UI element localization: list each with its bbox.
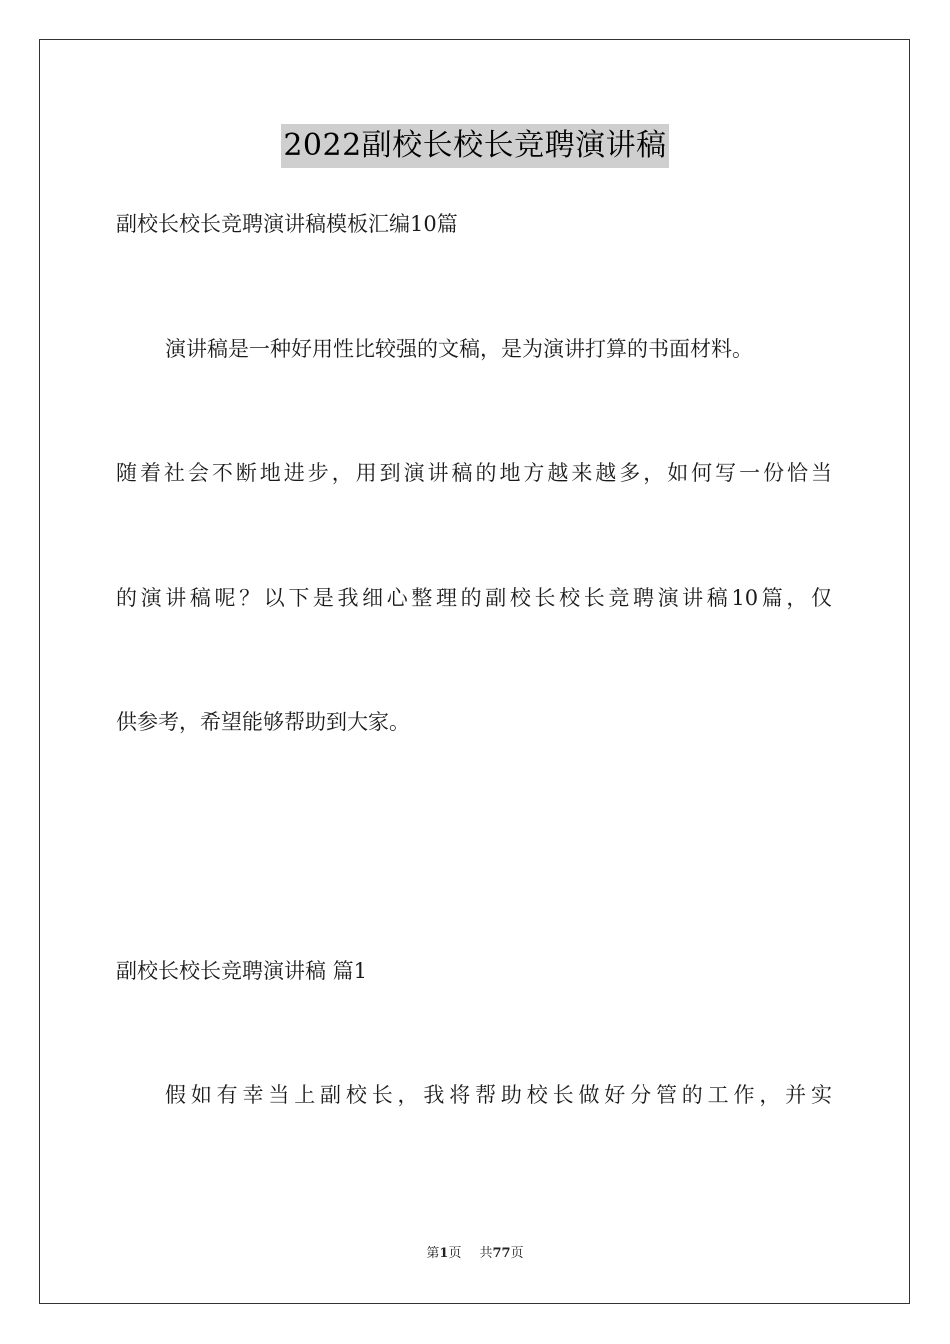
section-line-1: 假如有幸当上副校长，我将帮助校长做好分管的工作，并实 bbox=[165, 1083, 832, 1107]
document-title: 2022副校长校长竞聘演讲稿 bbox=[281, 124, 668, 168]
document-subtitle: 副校长校长竞聘演讲稿模板汇编10篇 bbox=[116, 212, 458, 236]
section-heading: 副校长校长竞聘演讲稿 篇1 bbox=[116, 959, 368, 983]
title-container bbox=[0, 124, 950, 168]
footer-page-prefix: 第 bbox=[426, 1246, 440, 1261]
intro-line-1: 演讲稿是一种好用性比较强的文稿，是为演讲打算的书面材料。 bbox=[165, 337, 753, 361]
intro-line-2: 随着社会不断地进步，用到演讲稿的地方越来越多，如何写一份恰当 bbox=[116, 461, 832, 485]
footer-page-number: 1 bbox=[439, 1246, 449, 1261]
footer-total-pages: 77 bbox=[492, 1246, 511, 1261]
footer-total-prefix: 共 bbox=[479, 1246, 493, 1261]
intro-line-3: 的演讲稿呢？以下是我细心整理的副校长校长竞聘演讲稿10篇，仅 bbox=[116, 586, 832, 610]
footer-page-suffix: 页 bbox=[448, 1246, 462, 1261]
footer-total-suffix: 页 bbox=[510, 1246, 524, 1261]
intro-line-4: 供参考，希望能够帮助到大家。 bbox=[116, 710, 410, 734]
page-footer bbox=[0, 1244, 950, 1264]
